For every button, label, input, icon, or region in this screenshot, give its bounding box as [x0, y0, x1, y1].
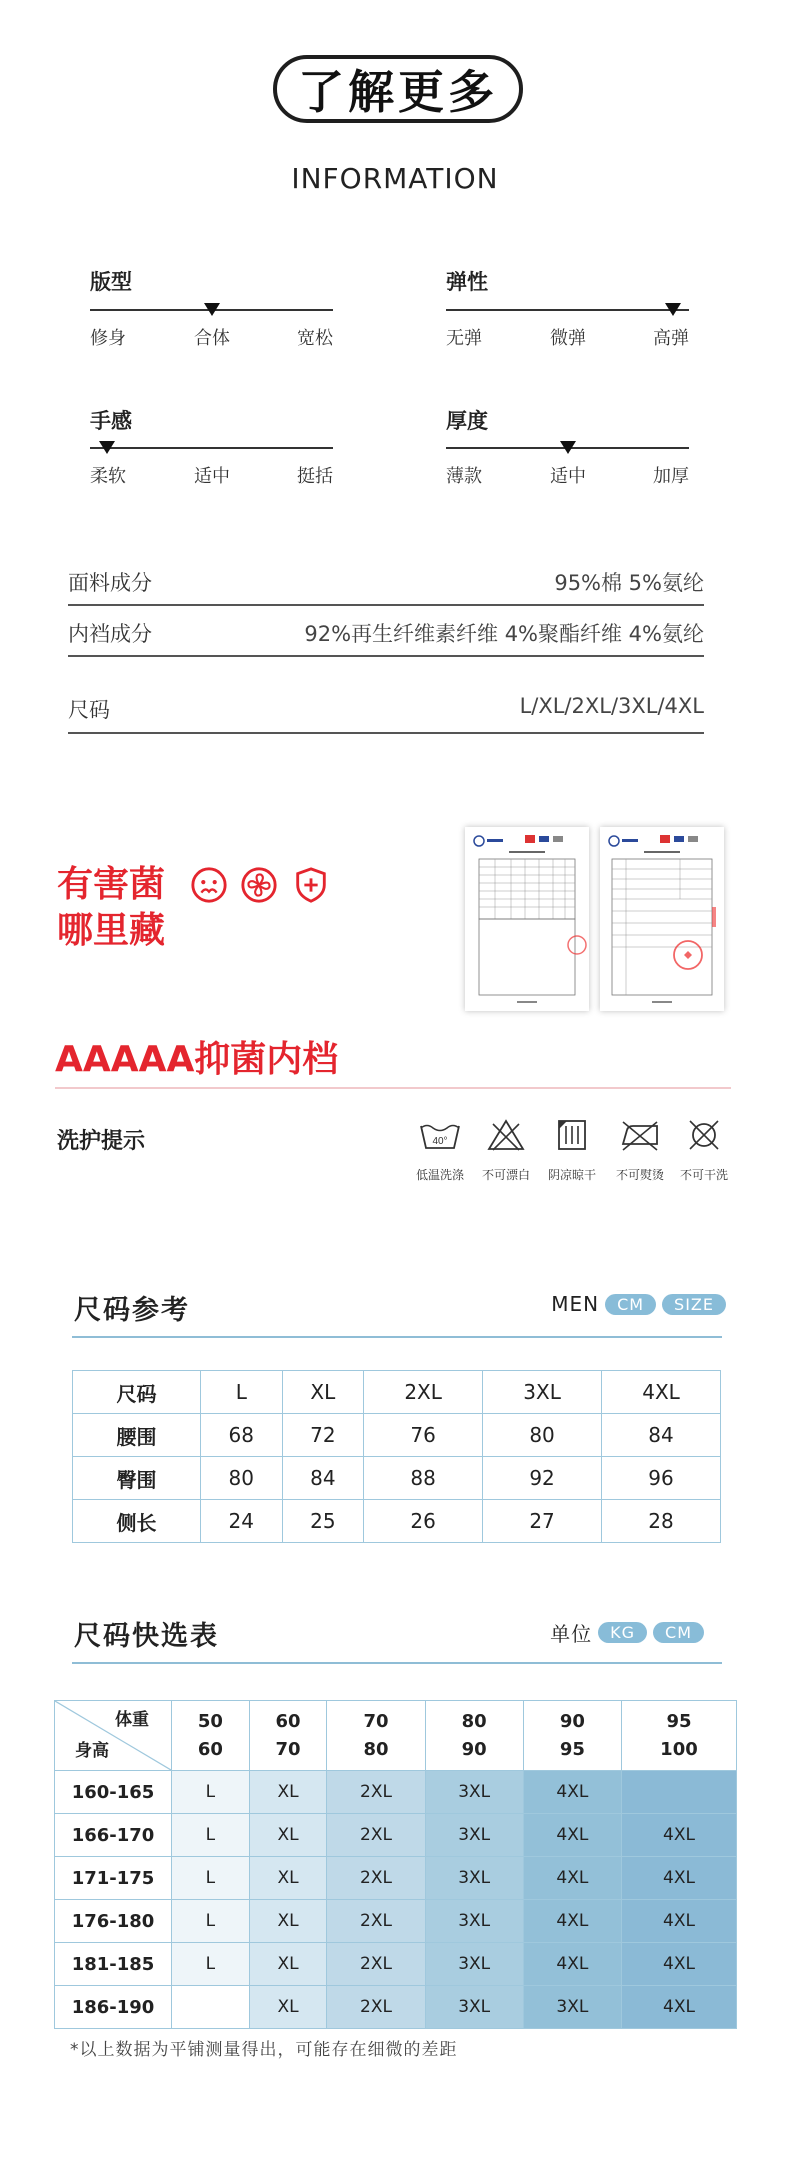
antibacterial-headline: AAAAA抑菌内档 [55, 1039, 339, 1080]
size-recommendation-cell: 2XL [327, 1857, 425, 1900]
slider-label: 薄款 [446, 466, 482, 487]
size-ref-cell: 26 [364, 1500, 483, 1543]
slider-marker-fit [204, 303, 220, 316]
care-title: 洗护提示 [57, 1129, 146, 1154]
wash-temp: 40° [432, 1136, 448, 1147]
wash-40-icon [417, 1118, 463, 1152]
size-recommendation-cell: XL [249, 1857, 327, 1900]
size-recommendation-cell: 3XL [425, 1857, 523, 1900]
slider-label: 高弹 [653, 328, 689, 349]
care-label: 不可干洗 [679, 1168, 728, 1182]
size-ref-table [72, 1370, 721, 1543]
size-recommendation-cell: 2XL [327, 1943, 425, 1986]
size-ref-row-label: 臀围 [73, 1457, 201, 1500]
quick-header-row [55, 1701, 737, 1771]
size-ref-cell: 76 [364, 1414, 483, 1457]
quick-row [55, 1986, 737, 2029]
weight-max: 95 [559, 1738, 585, 1760]
unit-tag-kg: KG [598, 1622, 647, 1643]
weight-min: 50 [197, 1710, 223, 1732]
antibacterial-title-line2: 哪里藏 [57, 910, 166, 951]
page-subtitle: INFORMATION [291, 162, 499, 195]
slider-title-feel: 手感 [90, 409, 132, 433]
quick-corner-cell [55, 1701, 172, 1771]
unit-tag-cm: CM [605, 1294, 656, 1315]
corner-weight-label: 体重 [115, 1710, 149, 1730]
fan-icon [240, 866, 278, 904]
slider-label: 柔软 [90, 466, 126, 487]
spec-value-fabric: 95%棉 5%氨纶 [554, 571, 704, 595]
height-range-label: 166-170 [55, 1814, 172, 1857]
corner-height-label: 身高 [75, 1740, 109, 1761]
size-ref-cell: 24 [201, 1500, 283, 1543]
size-ref-row [73, 1414, 721, 1457]
size-recommendation-cell [172, 1986, 250, 2029]
size-ref-row-label: 腰围 [73, 1414, 201, 1457]
size-recommendation-cell: XL [249, 1900, 327, 1943]
care-label: 阴凉晾干 [547, 1168, 596, 1182]
care-label: 不可漂白 [481, 1168, 530, 1182]
size-recommendation-cell: L [172, 1857, 250, 1900]
size-ref-cell: 72 [282, 1414, 364, 1457]
divider [72, 1336, 722, 1338]
size-recommendation-cell [621, 1771, 736, 1814]
germ-face-icon [190, 866, 228, 904]
no-dryclean-icon [681, 1118, 727, 1152]
slider-label: 适中 [550, 466, 586, 487]
quick-row [55, 1771, 737, 1814]
size-recommendation-cell: 4XL [523, 1900, 621, 1943]
size-ref-cell: L [201, 1371, 283, 1414]
slider-label: 微弹 [550, 328, 586, 349]
antibacterial-title-line1: 有害菌 [57, 864, 166, 905]
slider-marker-stretch [665, 303, 681, 316]
slider-label: 适中 [194, 466, 230, 487]
size-ref-cell: 84 [602, 1414, 721, 1457]
size-recommendation-cell: 2XL [327, 1900, 425, 1943]
size-ref-cell: 4XL [602, 1371, 721, 1414]
height-range-label: 176-180 [55, 1900, 172, 1943]
size-recommendation-cell: 4XL [621, 1986, 736, 2029]
size-ref-unit [551, 1292, 726, 1316]
section-title-pill [273, 55, 523, 123]
slider-label: 挺括 [297, 466, 333, 487]
slider-title-fit: 版型 [90, 270, 132, 294]
size-ref-cell: 92 [483, 1457, 602, 1500]
size-ref-cell: 84 [282, 1457, 364, 1500]
slider-label: 修身 [90, 328, 126, 349]
unit-tag-size: SIZE [662, 1294, 726, 1315]
shield-cross-icon [292, 866, 330, 904]
height-range-label: 160-165 [55, 1771, 172, 1814]
size-ref-cell: 96 [602, 1457, 721, 1500]
size-recommendation-cell: 3XL [523, 1986, 621, 2029]
size-recommendation-cell: L [172, 1943, 250, 1986]
spec-value-size: L/XL/2XL/3XL/4XL [519, 694, 704, 718]
weight-max: 60 [197, 1738, 223, 1760]
slider-label: 宽松 [297, 328, 333, 349]
unit-prefix: 单位 [550, 1622, 593, 1646]
size-recommendation-cell: 2XL [327, 1814, 425, 1857]
weight-min: 90 [559, 1710, 585, 1732]
size-recommendation-cell: XL [249, 1814, 327, 1857]
weight-max: 100 [660, 1738, 698, 1760]
size-ref-cell: 80 [201, 1457, 283, 1500]
size-ref-cell: 88 [364, 1457, 483, 1500]
size-recommendation-cell: XL [249, 1943, 327, 1986]
size-recommendation-cell: 2XL [327, 1986, 425, 2029]
size-ref-cell: 3XL [483, 1371, 602, 1414]
spec-label-lining: 内裆成分 [68, 622, 152, 646]
slider-marker-feel [99, 441, 115, 454]
divider [72, 1662, 722, 1664]
size-ref-row [73, 1500, 721, 1543]
size-recommendation-cell: 3XL [425, 1986, 523, 2029]
slider-label: 加厚 [653, 466, 689, 487]
size-recommendation-cell: L [172, 1814, 250, 1857]
weight-max: 80 [363, 1738, 389, 1760]
slider-title-thickness: 厚度 [446, 409, 488, 433]
size-recommendation-cell: 4XL [621, 1943, 736, 1986]
divider [68, 655, 704, 657]
size-ref-row [73, 1371, 721, 1414]
size-ref-cell: 80 [483, 1414, 602, 1457]
divider [68, 604, 704, 606]
weight-max: 70 [275, 1738, 301, 1760]
page-title: 了解更多 [298, 65, 498, 119]
slider-label: 合体 [194, 328, 230, 349]
care-icons [405, 1118, 730, 1188]
weight-range-header [172, 1701, 250, 1771]
care-label: 低温洗涤 [415, 1168, 464, 1182]
weight-min: 80 [461, 1710, 487, 1732]
weight-min: 60 [275, 1710, 301, 1732]
quick-row [55, 1857, 737, 1900]
weight-min: 95 [666, 1710, 692, 1732]
weight-range-header [523, 1701, 621, 1771]
weight-range-header [425, 1701, 523, 1771]
size-ref-cell: 25 [282, 1500, 364, 1543]
no-iron-icon [617, 1118, 663, 1152]
size-recommendation-cell: 4XL [621, 1814, 736, 1857]
size-recommendation-cell: L [172, 1900, 250, 1943]
quick-unit [550, 1618, 704, 1647]
spec-label-size: 尺码 [68, 698, 110, 722]
size-ref-cell: XL [282, 1371, 364, 1414]
quick-row [55, 1943, 737, 1986]
size-ref-cell: 28 [602, 1500, 721, 1543]
shade-dry-icon [549, 1118, 595, 1152]
size-recommendation-cell: 2XL [327, 1771, 425, 1814]
size-ref-row [73, 1457, 721, 1500]
height-range-label: 171-175 [55, 1857, 172, 1900]
spec-value-lining: 92%再生纤维素纤维 4%聚酯纤维 4%氨纶 [304, 622, 704, 646]
weight-max: 90 [461, 1738, 487, 1760]
weight-range-header [327, 1701, 425, 1771]
size-ref-title: 尺码参考 [74, 1295, 190, 1326]
slider-track-stretch [446, 309, 689, 311]
quick-title: 尺码快选表 [74, 1621, 219, 1652]
size-ref-row-label: 尺码 [73, 1371, 201, 1414]
slider-track-feel [90, 447, 333, 449]
weight-range-header [621, 1701, 736, 1771]
unit-prefix: MEN [551, 1292, 600, 1316]
size-recommendation-cell: 3XL [425, 1943, 523, 1986]
divider [68, 732, 704, 734]
height-range-label: 186-190 [55, 1986, 172, 2029]
size-ref-cell: 68 [201, 1414, 283, 1457]
quick-select-table [54, 1700, 737, 2029]
size-recommendation-cell: 3XL [425, 1900, 523, 1943]
no-bleach-icon [483, 1118, 529, 1152]
slider-label: 无弹 [446, 328, 482, 349]
slider-marker-thickness [560, 441, 576, 454]
size-ref-row-label: 侧长 [73, 1500, 201, 1543]
size-recommendation-cell: 4XL [523, 1771, 621, 1814]
size-ref-cell: 27 [483, 1500, 602, 1543]
quick-row [55, 1900, 737, 1943]
spec-label-fabric: 面料成分 [68, 571, 152, 595]
size-recommendation-cell: 4XL [621, 1857, 736, 1900]
size-recommendation-cell: 3XL [425, 1771, 523, 1814]
height-range-label: 181-185 [55, 1943, 172, 1986]
size-recommendation-cell: 4XL [523, 1943, 621, 1986]
size-recommendation-cell: L [172, 1771, 250, 1814]
slider-title-stretch: 弹性 [446, 270, 488, 294]
size-recommendation-cell: 4XL [621, 1900, 736, 1943]
unit-tag-cm: CM [653, 1622, 704, 1643]
test-report-image-1 [465, 827, 589, 1011]
test-report-image-2 [600, 827, 724, 1011]
weight-min: 70 [363, 1710, 389, 1732]
care-label: 不可熨烫 [615, 1168, 664, 1182]
size-recommendation-cell: 4XL [523, 1814, 621, 1857]
size-recommendation-cell: XL [249, 1986, 327, 2029]
size-recommendation-cell: 4XL [523, 1857, 621, 1900]
size-recommendation-cell: 3XL [425, 1814, 523, 1857]
divider [55, 1087, 731, 1089]
measurement-note: *以上数据为平铺测量得出，可能存在细微的差距 [70, 2040, 458, 2060]
weight-range-header [249, 1701, 327, 1771]
size-recommendation-cell: XL [249, 1771, 327, 1814]
quick-row [55, 1814, 737, 1857]
size-ref-cell: 2XL [364, 1371, 483, 1414]
